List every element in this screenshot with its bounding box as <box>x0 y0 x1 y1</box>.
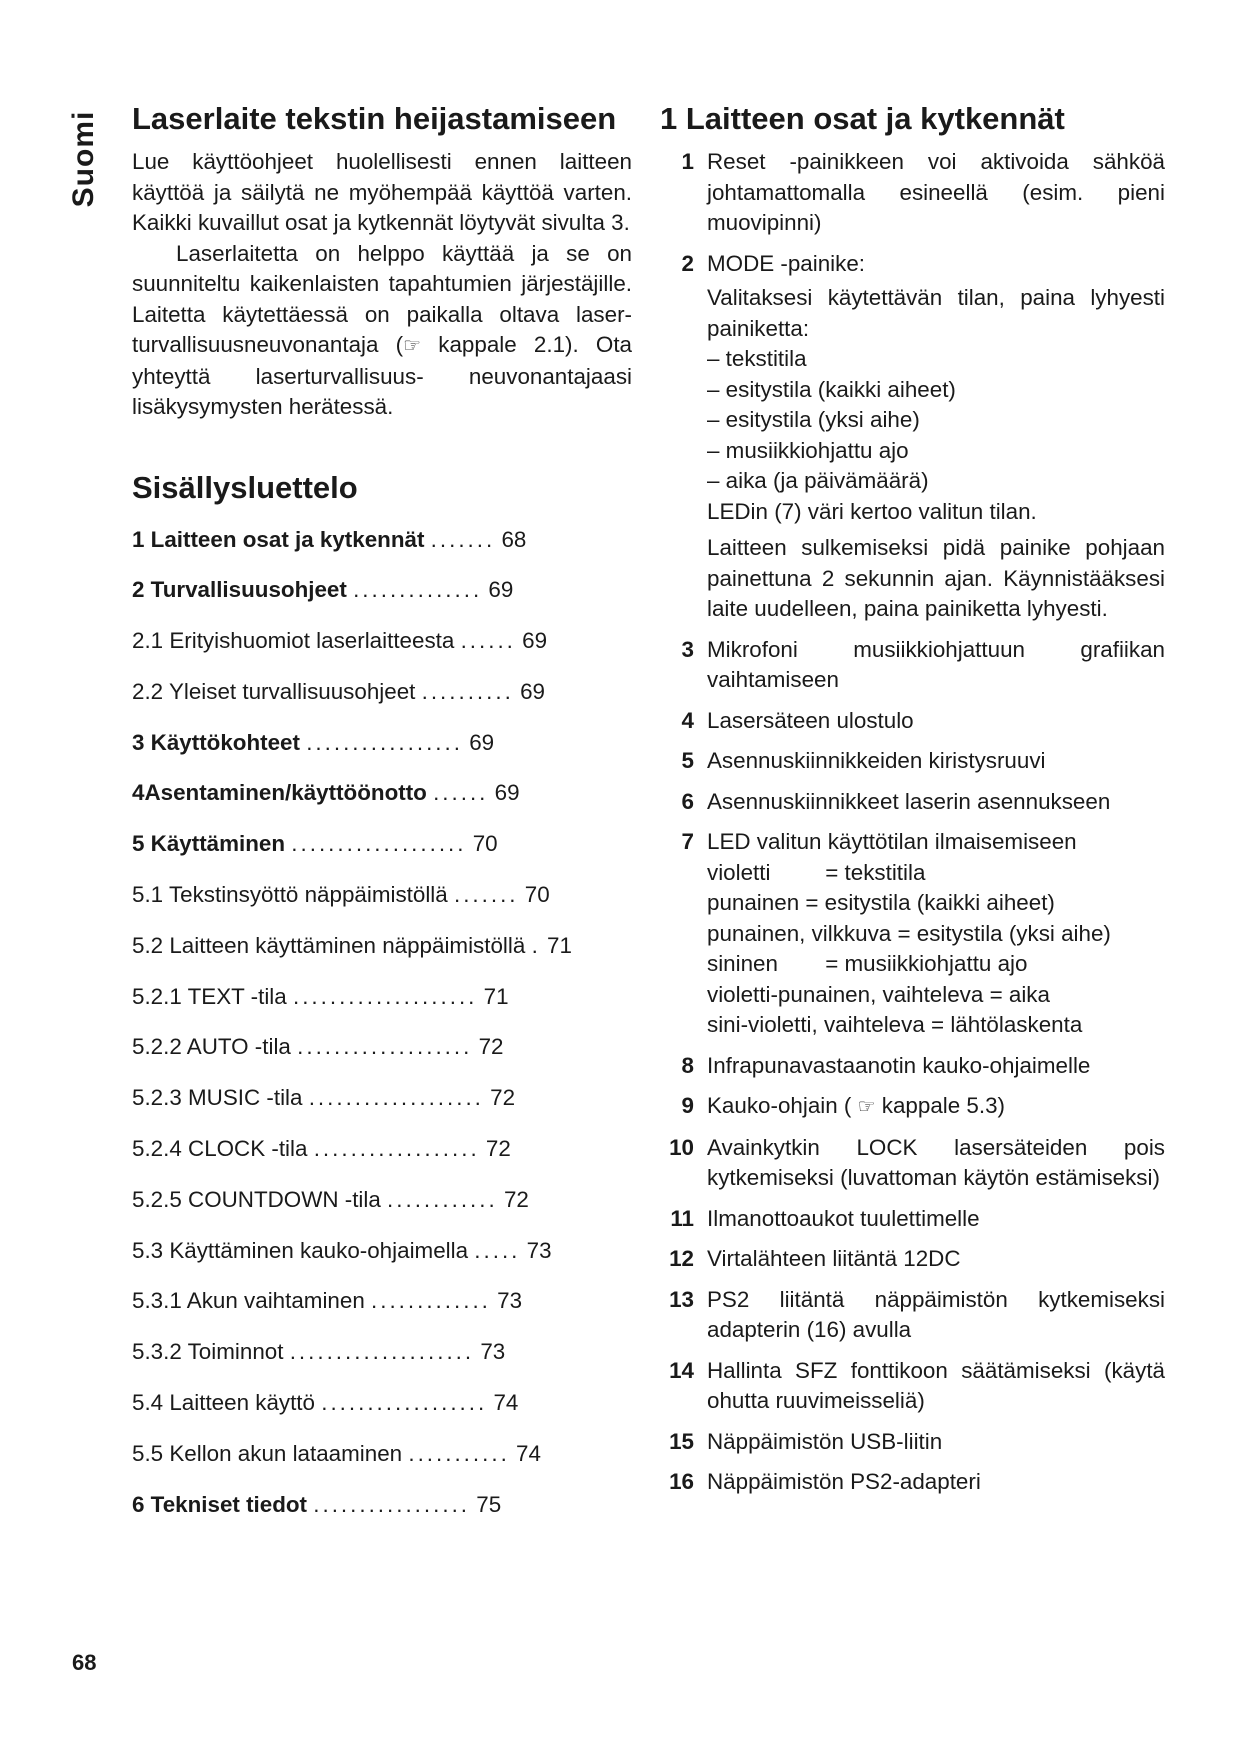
toc-item[interactable]: 6 Tekniset tiedot ................. 75 <box>132 1491 502 1517</box>
toc-item[interactable]: 2.1 Erityishuomiot laserlaitteesta ...... 69 <box>132 628 548 654</box>
parts-item: 5 Asennuskiinnikkeiden kiristysruuvi <box>681 748 1046 773</box>
led-color-legend: violetti = tekstitila punainen = esitystila (kaikki aiheet) punainen, vilkkuva = esitystila (yksi aihe) sininen = musiikkiohjattu ajo violetti-punainen, vaihteleva = aika sini-violetti, vaihteleva = lähtölaskenta <box>707 859 1111 1037</box>
toc-item[interactable]: 2 Turvallisuusohjeet .............. 69 <box>132 577 514 603</box>
toc-title: Sisällysluettelo <box>132 469 358 505</box>
intro-title: Laserlaite tekstin heijastamiseen <box>132 101 617 136</box>
parts-item: 4 Lasersäteen ulostulo <box>681 707 914 733</box>
right-column <box>660 100 1165 1508</box>
toc-item[interactable]: 5.3.2 Toiminnot .................... 73 <box>132 1339 506 1365</box>
parts-item: 13 PS2 liitäntä näppäimistön kytkemiseksi adapterin (16) avulla <box>669 1286 1165 1342</box>
toc-item[interactable]: 5.3.1 Akun vaihtaminen ............. 73 <box>132 1288 523 1314</box>
left-column <box>132 100 632 1540</box>
toc-item[interactable]: 5.2.2 AUTO -tila ................... 72 <box>132 1034 504 1060</box>
toc-item[interactable]: 5.3 Käyttäminen kauko-ohjaimella ..... 73 <box>132 1237 552 1263</box>
page-number: 68 <box>72 1650 97 1675</box>
parts-item: 1 Reset -painikkeen voi aktivoida sähköä johtamattomalla esineellä (esim. pieni muovipinni) <box>681 149 1165 235</box>
intro-paragraph-2 <box>132 239 632 423</box>
parts-item: 9 Kauko-ohjain ( ☞ kappale 5.3) <box>681 1093 1006 1118</box>
parts-item: 12 Virtalähteen liitäntä 12DC <box>669 1246 961 1271</box>
parts-item: 14 Hallinta SFZ fonttikoon säätämiseksi (käytä ohutta ruuvimeisseliä) <box>669 1357 1165 1413</box>
language-label: Suomi <box>67 110 100 208</box>
toc-item[interactable]: 5.2.1 TEXT -tila .................... 71 <box>132 983 509 1009</box>
pointing-hand-icon: ☞ <box>857 1096 876 1118</box>
parts-item: 8 Infrapunavastaanotin kauko-ohjaimelle <box>681 1052 1091 1078</box>
parts-item: 11 Ilmanottoaukot tuulettimelle <box>670 1205 980 1231</box>
toc-item[interactable]: 5.5 Kellon akun lataaminen ........... 74 <box>132 1440 541 1466</box>
parts-item: 10 Avainkytkin LOCK lasersäteiden pois kytkemiseksi (luvattoman käytön estämiseksi) <box>669 1134 1165 1190</box>
intro-paragraph-2-b: kappale 2.1). Ota yhteyttä laserturvallisuus- neuvonantajaasi lisäkysymysten herätessä. <box>132 332 632 419</box>
parts-item: 6 Asennuskiinnikkeet laserin asennukseen <box>681 788 1111 814</box>
intro-paragraph-1: Lue käyttöohjeet huolellisesti ennen laitteen käyttöä ja säilytä ne myöhempää käyttöä varten. Kaikki kuvaillut osat ja kytkennät löytyvät sivulta 3. <box>132 149 632 235</box>
table-of-contents <box>132 525 632 1541</box>
toc-item[interactable]: 1 Laitteen osat ja kytkennät ....... 68 <box>132 526 527 552</box>
toc-item[interactable]: 3 Käyttökohteet ................. 69 <box>132 729 495 755</box>
parts-list <box>660 147 1165 1498</box>
toc-item[interactable]: 5.1 Tekstinsyöttö näppäimistöllä ....... 70 <box>132 882 550 908</box>
pointing-hand-icon: ☞ <box>403 335 422 357</box>
parts-item: 2 MODE -painike: Valitaksesi käytettävän tilan, paina lyhyesti painiketta: – tekstitila – esitystila (kaikki aiheet) – esitystila (yksi aihe) – musiikkiohjattu ajo – aika (ja päivämäärä) LEDin (7) väri kertoo valitun tilan. Laitteen sulkemiseksi pidä painike pohjaan painettuna 2 sekunnin ajan. Käynnistääksesi laite uudelleen, paina painiketta lyhyesti. <box>660 249 1165 625</box>
mode-description: Valitaksesi käytettävän tilan, paina lyhyesti painiketta: – tekstitila – esitystila (kaikki aiheet) – esitystila (yksi aihe) – musiikkiohjattu ajo – aika (ja päivämäärä) LEDin (7) väri kertoo valitun tilan. Laitteen sulkemiseksi pidä painike pohjaan painettuna 2 sekunnin ajan. Käynnistääksesi laite uudelleen, paina painiketta lyhyesti. <box>707 285 1165 621</box>
toc-item[interactable]: 5.4 Laitteen käyttö .................. 74 <box>132 1390 519 1416</box>
toc-item[interactable]: 5 Käyttäminen ................... 70 <box>132 831 498 857</box>
language-tab <box>64 104 104 214</box>
parts-item: 7 LED valitun käyttötilan ilmaisemiseen violetti = tekstitila punainen = esitystila (kaikki aiheet) punainen, vilkkuva = esitystila (yksi aihe) sininen = musiikkiohjattu ajo violetti-punainen, vaihteleva = aika sini-violetti, vaihteleva = lähtölaskenta <box>660 827 1165 1041</box>
toc-item[interactable]: 5.2.4 CLOCK -tila .................. 72 <box>132 1136 511 1162</box>
toc-item[interactable]: 4Asentaminen/käyttöönotto ...... 69 <box>132 780 520 806</box>
toc-item[interactable]: 5.2.5 COUNTDOWN -tila ............ 72 <box>132 1186 529 1212</box>
parts-item: 3 Mikrofoni musiikkiohjattuun grafiikan vaihtamiseen <box>681 636 1165 692</box>
parts-item: 16 Näppäimistön PS2-adapteri <box>669 1469 981 1494</box>
parts-title: 1 Laitteen osat ja kytkennät <box>660 101 1065 136</box>
toc-item[interactable]: 5.2 Laitteen käyttäminen näppäimistöllä . 71 <box>132 932 572 958</box>
intro-paragraph-2-a: Laserlaitetta on helppo käyttää ja se on suunniteltu kaikenlaisten tapahtumien järjestäjille. Laitetta käytettäessä on paikalla oltava laser-turvallisuusneuvonantaja ( <box>132 240 632 357</box>
toc-item[interactable]: 2.2 Yleiset turvallisuusohjeet .......... 69 <box>132 678 545 704</box>
parts-item: 15 Näppäimistön USB-liitin <box>669 1428 943 1454</box>
toc-item[interactable]: 5.2.3 MUSIC -tila ................... 72 <box>132 1085 516 1111</box>
